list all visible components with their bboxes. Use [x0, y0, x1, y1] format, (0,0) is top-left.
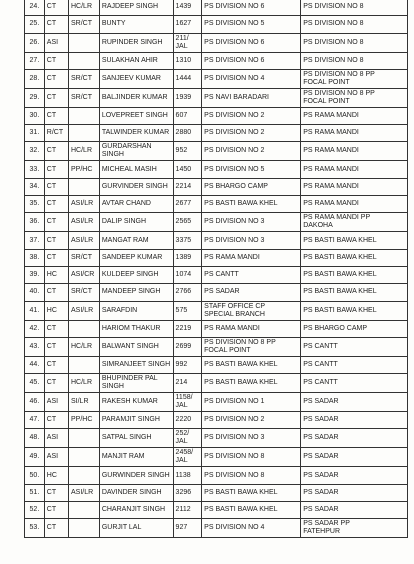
- officer-name-cell: BALWANT SINGH: [99, 337, 173, 356]
- current-posting-cell: PS DIVISION NO 2: [202, 142, 301, 161]
- badge-number-cell: 2766: [173, 284, 202, 301]
- current-posting-cell: PS DIVISION NO 5: [202, 16, 301, 33]
- local-rank-cell: HC/LR: [69, 0, 100, 16]
- rank-cell: CT: [44, 356, 68, 373]
- current-posting-cell: PS BASTI BAWA KHEL: [202, 356, 301, 373]
- current-posting-cell: PS DIVISION NO 8 PP FOCAL POINT: [202, 337, 301, 356]
- officer-name-cell: LOVEPREET SINGH: [99, 107, 173, 124]
- badge-number-cell: 1138: [173, 467, 202, 484]
- new-posting-cell: PS RAMA MANDI: [301, 161, 408, 178]
- new-posting-cell: PS DIVISION NO 8: [301, 52, 408, 69]
- new-posting-cell: PS RAMA MANDI: [301, 178, 408, 195]
- serial-number-cell: 26.: [25, 33, 45, 52]
- officer-name-cell: CHARANJIT SINGH: [99, 502, 173, 519]
- badge-number-cell: 3296: [173, 484, 202, 501]
- rank-cell: CT: [44, 107, 68, 124]
- officer-name-cell: DALIP SINGH: [99, 213, 173, 232]
- current-posting-cell: PS DIVISION NO 3: [202, 429, 301, 448]
- local-rank-cell: [69, 33, 100, 52]
- officer-name-cell: SARAFDIN: [99, 301, 173, 320]
- new-posting-cell: PS CANTT: [301, 356, 408, 373]
- current-posting-cell: PS BASTI BAWA KHEL: [202, 484, 301, 501]
- badge-number-cell: 3375: [173, 232, 202, 249]
- serial-number-cell: 31.: [25, 125, 45, 142]
- local-rank-cell: HC/LR: [69, 337, 100, 356]
- current-posting-cell: PS DIVISION NO 8: [202, 467, 301, 484]
- current-posting-cell: PS BASTI BAWA KHEL: [202, 502, 301, 519]
- badge-number-cell: 992: [173, 356, 202, 373]
- badge-number-cell: 1627: [173, 16, 202, 33]
- officer-name-cell: DAVINDER SINGH: [99, 484, 173, 501]
- officer-name-cell: TALWINDER KUMAR: [99, 125, 173, 142]
- new-posting-cell: PS BASTI BAWA KHEL: [301, 301, 408, 320]
- table-row: [25, 374, 408, 393]
- table-row: [25, 196, 408, 213]
- local-rank-cell: ASI/LR: [69, 196, 100, 213]
- local-rank-cell: ASI/LR: [69, 301, 100, 320]
- table-row: [25, 142, 408, 161]
- local-rank-cell: [69, 178, 100, 195]
- serial-number-cell: 43.: [25, 337, 45, 356]
- current-posting-cell: PS CANTT: [202, 266, 301, 283]
- new-posting-cell: PS DIVISION NO 8: [301, 0, 408, 16]
- rank-cell: CT: [44, 284, 68, 301]
- table-row: [25, 284, 408, 301]
- rank-cell: HC: [44, 467, 68, 484]
- rank-cell: ASI: [44, 393, 68, 412]
- badge-number-cell: 2214: [173, 178, 202, 195]
- rank-cell: ASI: [44, 429, 68, 448]
- serial-number-cell: 45.: [25, 374, 45, 393]
- local-rank-cell: SR/CT: [69, 16, 100, 33]
- local-rank-cell: SR/CT: [69, 249, 100, 266]
- table-row: [25, 519, 408, 538]
- serial-number-cell: 52.: [25, 502, 45, 519]
- table-row: [25, 33, 408, 52]
- serial-number-cell: 41.: [25, 301, 45, 320]
- rank-cell: CT: [44, 519, 68, 538]
- badge-number-cell: 211/ JAL: [173, 33, 202, 52]
- local-rank-cell: PP/HC: [69, 161, 100, 178]
- serial-number-cell: 28.: [25, 69, 45, 88]
- new-posting-cell: PS BASTI BAWA KHEL: [301, 266, 408, 283]
- local-rank-cell: [69, 502, 100, 519]
- rank-cell: HC: [44, 301, 68, 320]
- table-row: [25, 356, 408, 373]
- officer-name-cell: SATPAL SINGH: [99, 429, 173, 448]
- current-posting-cell: PS RAMA MANDI: [202, 249, 301, 266]
- local-rank-cell: SR/CT: [69, 69, 100, 88]
- current-posting-cell: PS DIVISION NO 6: [202, 52, 301, 69]
- current-posting-cell: PS DIVISION NO 3: [202, 232, 301, 249]
- serial-number-cell: 24.: [25, 0, 45, 16]
- officer-name-cell: AVTAR CHAND: [99, 196, 173, 213]
- officer-name-cell: RAJDEEP SINGH: [99, 0, 173, 16]
- table-row: [25, 213, 408, 232]
- new-posting-cell: PS SADAR: [301, 429, 408, 448]
- serial-number-cell: 53.: [25, 519, 45, 538]
- table-row: [25, 448, 408, 467]
- serial-number-cell: 35.: [25, 196, 45, 213]
- serial-number-cell: 37.: [25, 232, 45, 249]
- rank-cell: CT: [44, 374, 68, 393]
- rank-cell: CT: [44, 412, 68, 429]
- local-rank-cell: SI/LR: [69, 393, 100, 412]
- rank-cell: ASI: [44, 448, 68, 467]
- current-posting-cell: PS DIVISION NO 2: [202, 412, 301, 429]
- rank-cell: CT: [44, 320, 68, 337]
- new-posting-cell: PS RAMA MANDI: [301, 142, 408, 161]
- local-rank-cell: SR/CT: [69, 88, 100, 107]
- officer-name-cell: SIMRANJEET SINGH: [99, 356, 173, 373]
- current-posting-cell: PS DIVISION NO 6: [202, 0, 301, 16]
- badge-number-cell: 607: [173, 107, 202, 124]
- serial-number-cell: 32.: [25, 142, 45, 161]
- officer-name-cell: HARIOM THAKUR: [99, 320, 173, 337]
- serial-number-cell: 30.: [25, 107, 45, 124]
- rank-cell: CT: [44, 69, 68, 88]
- serial-number-cell: 42.: [25, 320, 45, 337]
- current-posting-cell: STAFF OFFICE CP SPECIAL BRANCH: [202, 301, 301, 320]
- local-rank-cell: [69, 52, 100, 69]
- serial-number-cell: 48.: [25, 429, 45, 448]
- rank-cell: CT: [44, 337, 68, 356]
- badge-number-cell: 927: [173, 519, 202, 538]
- new-posting-cell: PS SADAR: [301, 393, 408, 412]
- officer-name-cell: KULDEEP SINGH: [99, 266, 173, 283]
- new-posting-cell: PS DIVISION NO 8: [301, 16, 408, 33]
- current-posting-cell: PS DIVISION NO 2: [202, 107, 301, 124]
- serial-number-cell: 46.: [25, 393, 45, 412]
- new-posting-cell: PS RAMA MANDI: [301, 107, 408, 124]
- badge-number-cell: 1439: [173, 0, 202, 16]
- new-posting-cell: PS SADAR: [301, 467, 408, 484]
- serial-number-cell: 27.: [25, 52, 45, 69]
- local-rank-cell: ASI/LR: [69, 232, 100, 249]
- new-posting-cell: PS RAMA MANDI: [301, 196, 408, 213]
- current-posting-cell: PS SADAR: [202, 284, 301, 301]
- officer-name-cell: BUNTY: [99, 16, 173, 33]
- badge-number-cell: 252/ JAL: [173, 429, 202, 448]
- rank-cell: CT: [44, 213, 68, 232]
- table-row: [25, 232, 408, 249]
- officer-name-cell: BALJINDER KUMAR: [99, 88, 173, 107]
- new-posting-cell: PS BHARGO CAMP: [301, 320, 408, 337]
- current-posting-cell: PS DIVISION NO 6: [202, 33, 301, 52]
- new-posting-cell: PS CANTT: [301, 374, 408, 393]
- local-rank-cell: [69, 107, 100, 124]
- badge-number-cell: 1450: [173, 161, 202, 178]
- officer-name-cell: MICHEAL MASIH: [99, 161, 173, 178]
- officer-name-cell: BHUPINDER PAL SINGH: [99, 374, 173, 393]
- current-posting-cell: PS RAMA MANDI: [202, 320, 301, 337]
- local-rank-cell: ASI/LR: [69, 484, 100, 501]
- serial-number-cell: 29.: [25, 88, 45, 107]
- rank-cell: CT: [44, 142, 68, 161]
- badge-number-cell: 1444: [173, 69, 202, 88]
- badge-number-cell: 2112: [173, 502, 202, 519]
- badge-number-cell: 575: [173, 301, 202, 320]
- officer-name-cell: SULAKHAN AHIR: [99, 52, 173, 69]
- new-posting-cell: PS DIVISION NO 8: [301, 33, 408, 52]
- officer-name-cell: RAKESH KUMAR: [99, 393, 173, 412]
- rank-cell: CT: [44, 52, 68, 69]
- badge-number-cell: 1939: [173, 88, 202, 107]
- table-row: [25, 412, 408, 429]
- badge-number-cell: 2880: [173, 125, 202, 142]
- badge-number-cell: 1310: [173, 52, 202, 69]
- local-rank-cell: [69, 125, 100, 142]
- new-posting-cell: PS SADAR PP FATEHPUR: [301, 519, 408, 538]
- serial-number-cell: 47.: [25, 412, 45, 429]
- rank-cell: HC: [44, 266, 68, 283]
- rank-cell: CT: [44, 88, 68, 107]
- serial-number-cell: 40.: [25, 284, 45, 301]
- local-rank-cell: [69, 320, 100, 337]
- transfer-roster-table: [24, 0, 408, 538]
- local-rank-cell: [69, 467, 100, 484]
- current-posting-cell: PS DIVISION NO 4: [202, 519, 301, 538]
- new-posting-cell: PS RAMA MANDI PP DAKOHA: [301, 213, 408, 232]
- current-posting-cell: PS NAVI BARADARI: [202, 88, 301, 107]
- officer-name-cell: GURVINDER SINGH: [99, 178, 173, 195]
- rank-cell: CT: [44, 0, 68, 16]
- officer-name-cell: MANGAT RAM: [99, 232, 173, 249]
- new-posting-cell: PS DIVISION NO 8 PP FOCAL POINT: [301, 69, 408, 88]
- badge-number-cell: 2219: [173, 320, 202, 337]
- table-row: [25, 88, 408, 107]
- badge-number-cell: 2699: [173, 337, 202, 356]
- rank-cell: CT: [44, 232, 68, 249]
- rank-cell: CT: [44, 196, 68, 213]
- local-rank-cell: [69, 356, 100, 373]
- current-posting-cell: PS DIVISION NO 2: [202, 125, 301, 142]
- serial-number-cell: 34.: [25, 178, 45, 195]
- rank-cell: CT: [44, 502, 68, 519]
- officer-name-cell: MANDEEP SINGH: [99, 284, 173, 301]
- officer-name-cell: SANDEEP KUMAR: [99, 249, 173, 266]
- officer-name-cell: SANJEEV KUMAR: [99, 69, 173, 88]
- current-posting-cell: PS DIVISION NO 5: [202, 161, 301, 178]
- badge-number-cell: 1158/ JAL: [173, 393, 202, 412]
- serial-number-cell: 33.: [25, 161, 45, 178]
- table-row: [25, 266, 408, 283]
- table-row: [25, 502, 408, 519]
- current-posting-cell: PS BHARGO CAMP: [202, 178, 301, 195]
- badge-number-cell: 1074: [173, 266, 202, 283]
- new-posting-cell: PS SADAR: [301, 484, 408, 501]
- table-row: [25, 161, 408, 178]
- serial-number-cell: 39.: [25, 266, 45, 283]
- rank-cell: CT: [44, 249, 68, 266]
- serial-number-cell: 36.: [25, 213, 45, 232]
- table-row: [25, 429, 408, 448]
- local-rank-cell: HC/LR: [69, 142, 100, 161]
- table-row: [25, 52, 408, 69]
- local-rank-cell: HC/LR: [69, 374, 100, 393]
- table-row: [25, 467, 408, 484]
- table-row: [25, 393, 408, 412]
- table-row: [25, 69, 408, 88]
- new-posting-cell: PS SADAR: [301, 412, 408, 429]
- table-row: [25, 16, 408, 33]
- officer-name-cell: GURWINDER SINGH: [99, 467, 173, 484]
- table-row: [25, 484, 408, 501]
- current-posting-cell: PS BASTI BAWA KHEL: [202, 196, 301, 213]
- officer-name-cell: MANJIT RAM: [99, 448, 173, 467]
- table-row: [25, 301, 408, 320]
- table-row: [25, 337, 408, 356]
- new-posting-cell: PS SADAR: [301, 448, 408, 467]
- new-posting-cell: PS BASTI BAWA KHEL: [301, 284, 408, 301]
- local-rank-cell: ASI/LR: [69, 213, 100, 232]
- current-posting-cell: PS DIVISION NO 4: [202, 69, 301, 88]
- current-posting-cell: PS DIVISION NO 8: [202, 448, 301, 467]
- serial-number-cell: 25.: [25, 16, 45, 33]
- officer-name-cell: RUPINDER SINGH: [99, 33, 173, 52]
- serial-number-cell: 44.: [25, 356, 45, 373]
- local-rank-cell: PP/HC: [69, 412, 100, 429]
- current-posting-cell: PS DIVISION NO 1: [202, 393, 301, 412]
- current-posting-cell: PS DIVISION NO 3: [202, 213, 301, 232]
- officer-name-cell: GURJIT LAL: [99, 519, 173, 538]
- table-row: [25, 125, 408, 142]
- new-posting-cell: PS RAMA MANDI: [301, 125, 408, 142]
- table-row: [25, 249, 408, 266]
- local-rank-cell: [69, 429, 100, 448]
- rank-cell: CT: [44, 161, 68, 178]
- serial-number-cell: 50.: [25, 467, 45, 484]
- local-rank-cell: ASI/CR: [69, 266, 100, 283]
- table-row: [25, 178, 408, 195]
- serial-number-cell: 38.: [25, 249, 45, 266]
- badge-number-cell: 214: [173, 374, 202, 393]
- table-row: [25, 107, 408, 124]
- officer-name-cell: GURDARSHAN SINGH: [99, 142, 173, 161]
- serial-number-cell: 49.: [25, 448, 45, 467]
- new-posting-cell: PS CANTT: [301, 337, 408, 356]
- local-rank-cell: [69, 519, 100, 538]
- new-posting-cell: PS SADAR: [301, 502, 408, 519]
- local-rank-cell: [69, 448, 100, 467]
- roster-body: [25, 0, 408, 538]
- serial-number-cell: 51.: [25, 484, 45, 501]
- new-posting-cell: PS BASTI BAWA KHEL: [301, 232, 408, 249]
- rank-cell: ASI: [44, 33, 68, 52]
- rank-cell: CT: [44, 16, 68, 33]
- rank-cell: CT: [44, 484, 68, 501]
- local-rank-cell: SR/CT: [69, 284, 100, 301]
- table-row: [25, 0, 408, 16]
- badge-number-cell: 952: [173, 142, 202, 161]
- badge-number-cell: 1389: [173, 249, 202, 266]
- officer-name-cell: PARAMJIT SINGH: [99, 412, 173, 429]
- new-posting-cell: PS DIVISION NO 8 PP FOCAL POINT: [301, 88, 408, 107]
- badge-number-cell: 2677: [173, 196, 202, 213]
- rank-cell: R/CT: [44, 125, 68, 142]
- new-posting-cell: PS BASTI BAWA KHEL: [301, 249, 408, 266]
- table-row: [25, 320, 408, 337]
- current-posting-cell: PS BASTI BAWA KHEL: [202, 374, 301, 393]
- badge-number-cell: 2220: [173, 412, 202, 429]
- rank-cell: CT: [44, 178, 68, 195]
- badge-number-cell: 2565: [173, 213, 202, 232]
- badge-number-cell: 2458/ JAL: [173, 448, 202, 467]
